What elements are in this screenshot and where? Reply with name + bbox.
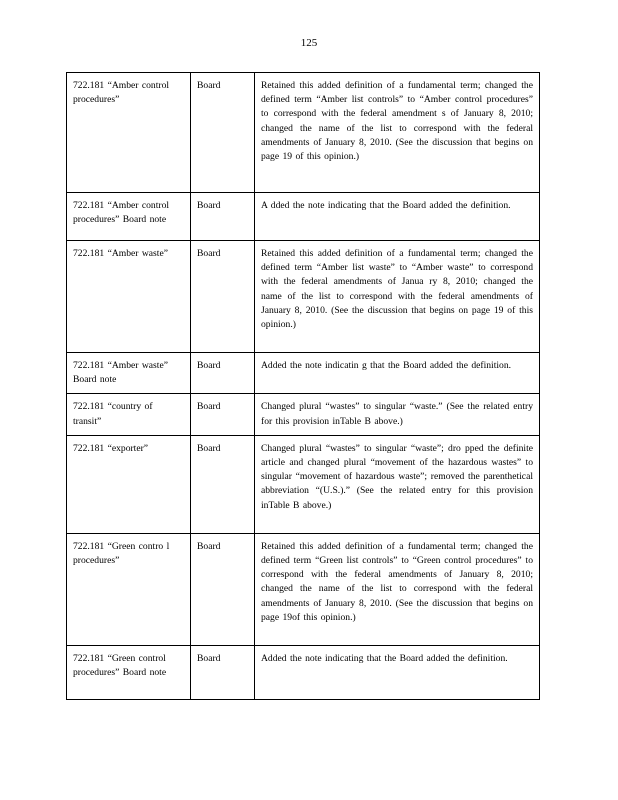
description-cell: Changed plural “wastes” to singular “waste”; dro pped the definite article and changed plural “movement of the hazardous wastes” to singular “movement of hazardous waste”; removed the parenthetical abbreviation “(U.S.).” (See the related entry for this provision inTable B above.): [255, 435, 540, 533]
table-row: [67, 533, 540, 645]
description-cell: Retained this added definition of a fundamental term; changed the defined term “Amber list waste” to “Amber waste” to correspond with the federal amendments of Janua ry 8, 2010; changed the name of the list to correspond with the federal amendments of January 8, 2010. (See the discussion that begins on page 19 of this opinion.): [255, 241, 540, 353]
section-cell: 722.181 “Green control procedures” Board note: [67, 645, 191, 699]
source-cell: Board: [191, 193, 255, 241]
source-cell: Board: [191, 394, 255, 435]
section-cell: 722.181 “Amber waste” Board note: [67, 353, 191, 394]
table-row: [67, 241, 540, 353]
section-cell: 722.181 “Green contro l procedures”: [67, 533, 191, 645]
description-cell: Retained this added definition of a fundamental term; changed the defined term “Amber list controls” to “Amber control procedures” to correspond with the federal amendment s of January 8, 2010; changed the name of the list to correspond with the federal amendments of January 8, 2010. (See the discussion that begins on page 19 of this opinion.): [255, 73, 540, 193]
section-cell: 722.181 “Amber control procedures” Board note: [67, 193, 191, 241]
source-cell: Board: [191, 645, 255, 699]
regulation-changes-table: [66, 72, 540, 700]
table-row: [67, 435, 540, 533]
section-cell: 722.181 “exporter”: [67, 435, 191, 533]
table-row: [67, 353, 540, 394]
section-cell: 722.181 “country of transit”: [67, 394, 191, 435]
table-row: [67, 394, 540, 435]
description-cell: Added the note indicatin g that the Board added the definition.: [255, 353, 540, 394]
source-cell: Board: [191, 435, 255, 533]
description-cell: Retained this added definition of a fundamental term; changed the defined term “Green list controls” to “Green control procedures” to correspond with the federal amendments of January 8, 2010; changed the name of the list to correspond with the federal amendments of January 8, 2010. (See the discussion that begins on page 19of this opinion.): [255, 533, 540, 645]
section-cell: 722.181 “Amber waste”: [67, 241, 191, 353]
source-cell: Board: [191, 241, 255, 353]
page-number: 125: [300, 37, 318, 49]
section-cell: 722.181 “Amber control procedures”: [67, 73, 191, 193]
description-cell: Added the note indicating that the Board added the definition.: [255, 645, 540, 699]
description-cell: A dded the note indicating that the Board added the definition.: [255, 193, 540, 241]
description-cell: Changed plural “wastes” to singular “waste.” (See the related entry for this provision inTable B above.): [255, 394, 540, 435]
source-cell: Board: [191, 73, 255, 193]
source-cell: Board: [191, 353, 255, 394]
table-row: [67, 73, 540, 193]
table-row: [67, 645, 540, 699]
table-row: [67, 193, 540, 241]
source-cell: Board: [191, 533, 255, 645]
